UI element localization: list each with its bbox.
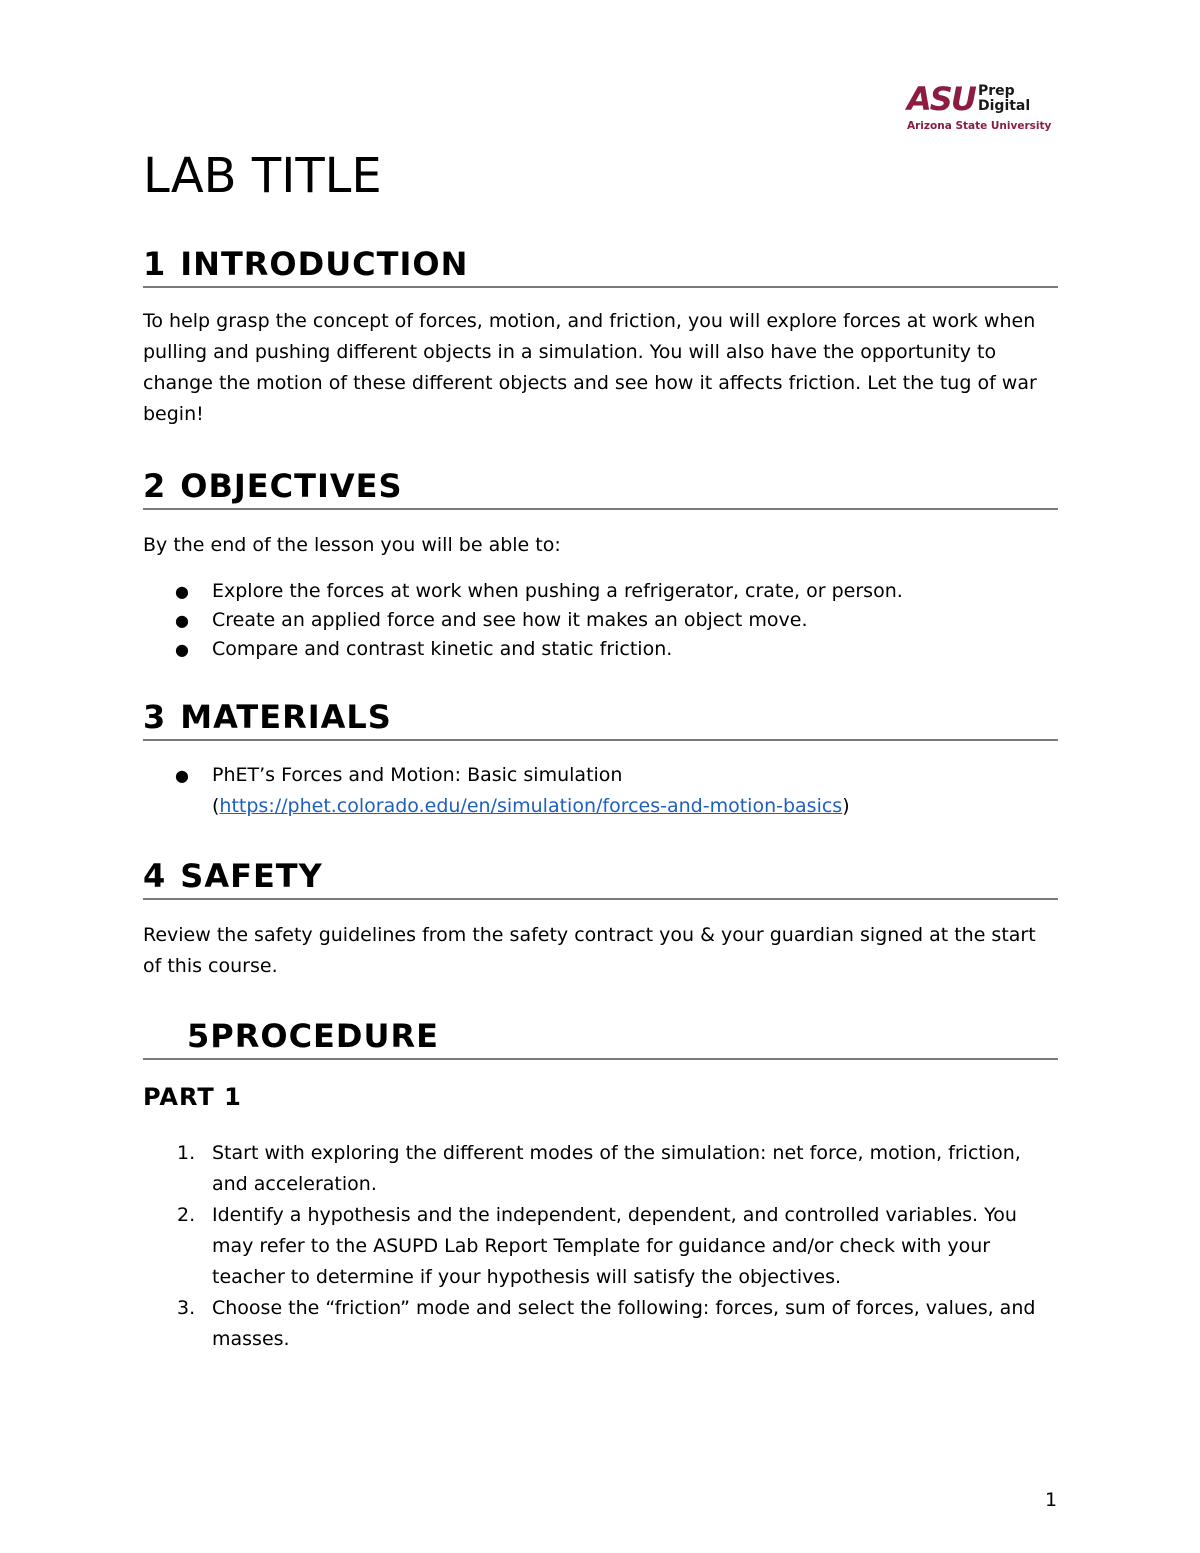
- section-heading-introduction: [143, 244, 1058, 288]
- phet-simulation-link[interactable]: https://phet.colorado.edu/en/simulation/forces-and-motion-basics: [219, 795, 843, 817]
- step-text: Start with exploring the different modes of the simulation: net force, motion, friction, and acceleration.: [212, 1142, 1021, 1195]
- close-paren: ): [842, 795, 850, 817]
- bullet-icon: ●: [175, 611, 189, 630]
- list-item: [143, 635, 1058, 664]
- logo-subtitle-line2: Digital: [978, 98, 1031, 114]
- step-text: Choose the “friction” mode and select the following: forces, sum of forces, values, and masses.: [212, 1297, 1036, 1350]
- logo-subtitle: [978, 84, 1030, 114]
- safety-paragraph: Review the safety guidelines from the safety contract you & your guardian signed at the start of this course.: [143, 924, 1036, 977]
- section-number: 4: [143, 857, 167, 895]
- logo-wordmark: ASU: [907, 80, 975, 118]
- step-text: Identify a hypothesis and the independent, dependent, and controlled variables. You may refer to the ASUPD Lab Report Template for guidance and/or check with your teacher to determine if your hypothesis will satisfy the objectives.: [212, 1204, 1017, 1288]
- section-heading-objectives: [143, 466, 1058, 510]
- section-title: PROCEDURE: [210, 1017, 439, 1055]
- section-title: MATERIALS: [180, 698, 392, 736]
- bullet-icon: ●: [175, 766, 189, 785]
- section-heading-materials: [143, 697, 1058, 741]
- section-heading-safety: [143, 856, 1058, 900]
- list-item: [143, 1200, 1058, 1293]
- logo-subtitle-line1: Prep: [978, 83, 1015, 99]
- section-number: 2: [143, 467, 167, 505]
- list-item: [143, 760, 1058, 822]
- open-paren: (: [212, 795, 220, 817]
- page-number: 1: [1045, 1489, 1058, 1511]
- section-title: OBJECTIVES: [180, 467, 403, 505]
- objectives-intro: By the end of the lesson you will be able to:: [143, 534, 561, 556]
- asu-prep-digital-logo: [905, 82, 1055, 138]
- part-1-heading: PART 1: [143, 1083, 242, 1111]
- step-number: 1.: [177, 1142, 196, 1164]
- list-item-text: Explore the forces at work when pushing a refrigerator, crate, or person.: [212, 580, 903, 602]
- list-item-text: Compare and contrast kinetic and static friction.: [212, 638, 673, 660]
- section-number: 5: [187, 1017, 211, 1055]
- page-title: LAB TITLE: [143, 148, 382, 204]
- bullet-icon: ●: [175, 582, 189, 601]
- section-title: SAFETY: [180, 857, 323, 895]
- section-number: 3: [143, 698, 167, 736]
- logo-university: Arizona State University: [907, 120, 1052, 132]
- procedure-steps: [143, 1138, 1058, 1355]
- objectives-list: [143, 577, 1058, 664]
- list-item: [143, 606, 1058, 635]
- list-item-text: Create an applied force and see how it makes an object move.: [212, 609, 808, 631]
- step-number: 3.: [177, 1297, 196, 1319]
- list-item: [143, 577, 1058, 606]
- bullet-icon: ●: [175, 640, 189, 659]
- materials-list: [143, 760, 1058, 822]
- list-item: [143, 1138, 1058, 1200]
- list-item-text: PhET’s Forces and Motion: Basic simulation: [212, 764, 623, 786]
- introduction-paragraph: To help grasp the concept of forces, motion, and friction, you will explore forces at work when pulling and pushing different objects in a simulation. You will also have the opportunity to change the motion of these different objects and see how it affects friction. Let the tug of war begin!: [143, 310, 1037, 425]
- section-title: INTRODUCTION: [180, 245, 469, 283]
- step-number: 2.: [177, 1204, 196, 1226]
- section-heading-procedure: [143, 1016, 1058, 1060]
- section-number: 1: [143, 245, 167, 283]
- list-item: [143, 1293, 1058, 1355]
